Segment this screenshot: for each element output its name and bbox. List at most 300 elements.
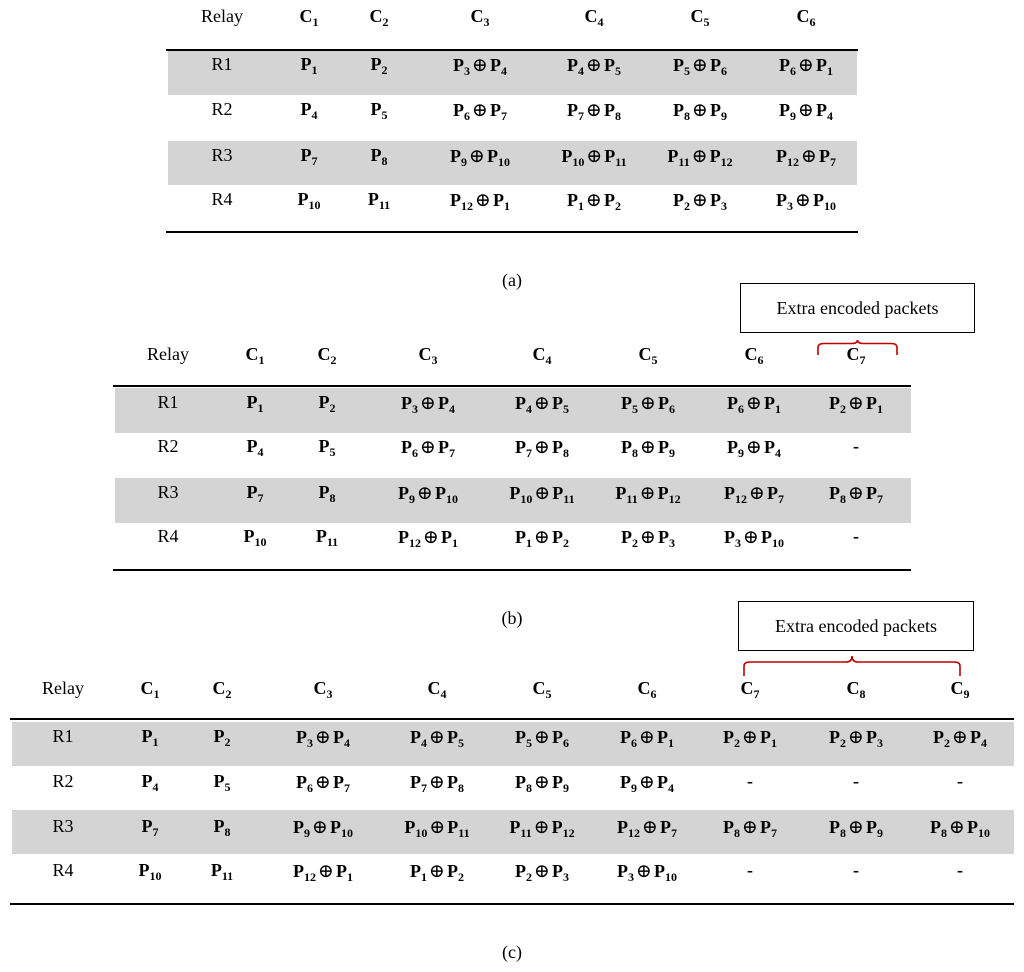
xor-symbol: ⊕ — [312, 817, 328, 838]
packet-index: 6 — [790, 64, 797, 78]
packet-index: 4 — [526, 402, 533, 416]
packet-letter: P — [552, 483, 564, 503]
packet-index: 10 — [520, 492, 533, 506]
packet-index: 4 — [826, 109, 833, 123]
packet-letter: P — [829, 393, 841, 413]
packet-index: 1 — [667, 736, 674, 750]
packet-index: 7 — [670, 826, 677, 840]
xor-symbol: ⊕ — [534, 527, 550, 548]
packet-index: 8 — [734, 826, 741, 840]
xor-symbol: ⊕ — [639, 727, 655, 748]
extra-packets-box: Extra encoded packets — [738, 601, 974, 651]
packet-index: 1 — [421, 870, 428, 884]
xor-symbol: ⊕ — [472, 55, 488, 76]
packet-letter: P — [450, 190, 462, 210]
xor-symbol: ⊕ — [746, 437, 762, 458]
packet-letter: P — [829, 483, 841, 503]
column-index: 6 — [809, 15, 816, 29]
packet-letter: P — [515, 527, 527, 547]
packet-index: 6 — [464, 109, 471, 123]
packet-letter: P — [486, 146, 498, 166]
packet-index: 9 — [562, 781, 569, 795]
packet-letter: P — [709, 190, 721, 210]
packet-index: 10 — [149, 869, 162, 883]
packet-index: 8 — [329, 491, 336, 505]
xor-symbol: ⊕ — [534, 861, 550, 882]
xor-symbol: ⊕ — [534, 393, 550, 414]
relay-header: Relay — [201, 6, 243, 26]
packet-letter: P — [489, 55, 501, 75]
packet-letter: P — [210, 860, 222, 880]
packet-index: 1 — [311, 63, 318, 77]
packet-letter: P — [759, 817, 771, 837]
packet-index: 12 — [720, 155, 733, 169]
packet-letter: P — [930, 817, 942, 837]
packet-index: 8 — [614, 109, 621, 123]
column-index: 3 — [483, 15, 490, 29]
packet-letter: P — [297, 189, 309, 209]
packet-letter: P — [332, 772, 344, 792]
xor-symbol: ⊕ — [848, 727, 864, 748]
packet-index: 12 — [735, 492, 748, 506]
packet-letter: P — [332, 727, 344, 747]
relay-header: Relay — [147, 344, 189, 364]
packet-letter: P — [410, 861, 422, 881]
packet-letter: P — [617, 861, 629, 881]
packet-index: 6 — [631, 736, 638, 750]
packet-index: 6 — [307, 781, 314, 795]
packet-index: 4 — [980, 736, 987, 750]
packet-letter: P — [829, 727, 841, 747]
packet-letter: P — [453, 100, 465, 120]
xor-symbol: ⊕ — [640, 437, 656, 458]
packet-letter: P — [657, 483, 669, 503]
packet-index: 5 — [224, 780, 231, 794]
xor-symbol: ⊕ — [472, 100, 488, 121]
xor-symbol: ⊕ — [429, 817, 446, 838]
packet-index: 4 — [311, 108, 318, 122]
column-letter: C — [299, 6, 313, 26]
packet-letter: P — [818, 146, 830, 166]
packet-letter: P — [727, 393, 739, 413]
xor-symbol: ⊕ — [640, 527, 656, 548]
relay-label: R4 — [52, 860, 74, 880]
empty-dash: - — [853, 771, 859, 791]
relay-label: R3 — [52, 816, 74, 836]
packet-index: 7 — [257, 491, 264, 505]
packet-letter: P — [567, 190, 579, 210]
xor-symbol: ⊕ — [469, 146, 485, 167]
packet-index: 7 — [876, 492, 883, 506]
packet-letter: P — [779, 100, 791, 120]
packet-letter: P — [656, 727, 668, 747]
packet-index: 10 — [572, 155, 585, 169]
packet-index: 5 — [632, 402, 639, 416]
packet-letter: P — [318, 482, 330, 502]
xor-symbol: ⊕ — [743, 527, 759, 548]
packet-letter: P — [567, 100, 579, 120]
packet-index: 3 — [628, 870, 635, 884]
packet-letter: P — [315, 526, 327, 546]
packet-index: 1 — [152, 735, 159, 749]
packet-index: 12 — [409, 536, 422, 550]
packet-letter: P — [296, 772, 308, 792]
packet-index: 11 — [458, 826, 470, 840]
packet-index: 2 — [734, 736, 741, 750]
packet-index: 3 — [735, 536, 742, 550]
packet-index: 7 — [152, 825, 159, 839]
packet-index: 9 — [304, 826, 311, 840]
column-index: 2 — [382, 15, 389, 29]
xor-symbol: ⊕ — [642, 817, 658, 838]
xor-symbol: ⊕ — [636, 861, 652, 882]
relay-label: R1 — [211, 54, 233, 74]
packet-letter: P — [246, 392, 258, 412]
packet-index: 8 — [381, 154, 388, 168]
packet-letter: P — [969, 727, 981, 747]
extra-packets-box: Extra encoded packets — [740, 283, 975, 333]
xor-symbol: ⊕ — [534, 772, 550, 793]
packet-index: 2 — [224, 735, 231, 749]
packet-letter: P — [621, 393, 633, 413]
column-index: 1 — [258, 353, 265, 367]
packet-index: 2 — [632, 536, 639, 550]
xor-symbol: ⊕ — [798, 55, 814, 76]
xor-symbol: ⊕ — [586, 146, 603, 167]
packet-letter: P — [763, 437, 775, 457]
packet-index: 2 — [944, 736, 951, 750]
packet-index: 10 — [977, 826, 990, 840]
relay-label: R3 — [157, 482, 179, 502]
packet-letter: P — [300, 145, 312, 165]
packet-index: 11 — [326, 535, 339, 549]
packet-letter: P — [551, 861, 563, 881]
packet-letter: P — [434, 483, 446, 503]
packet-index: 11 — [221, 869, 234, 883]
xor-symbol: ⊕ — [417, 483, 433, 504]
packet-index: 7 — [777, 492, 784, 506]
packet-index: 2 — [329, 401, 336, 415]
packet-letter: P — [243, 526, 255, 546]
column-letter: C — [427, 678, 441, 698]
packet-letter: P — [723, 727, 735, 747]
relay-header: Relay — [42, 678, 84, 698]
packet-letter: P — [370, 99, 382, 119]
packet-letter: P — [453, 55, 465, 75]
packet-letter: P — [779, 55, 791, 75]
packet-letter: P — [766, 483, 778, 503]
packet-index: 1 — [451, 536, 458, 550]
packet-index: 11 — [520, 826, 532, 840]
packet-index: 2 — [840, 402, 847, 416]
packet-letter: P — [659, 817, 671, 837]
packet-index: 10 — [664, 870, 677, 884]
column-letter: C — [846, 678, 860, 698]
packet-letter: P — [440, 527, 452, 547]
packet-index: 2 — [562, 536, 569, 550]
column-index: 7 — [753, 687, 760, 701]
packet-index: 4 — [421, 736, 428, 750]
brace-path — [744, 656, 960, 676]
packet-letter: P — [551, 772, 563, 792]
column-letter: C — [140, 678, 154, 698]
packet-index: 5 — [381, 108, 388, 122]
packet-index: 4 — [500, 64, 507, 78]
packet-index: 12 — [628, 826, 641, 840]
packet-letter: P — [318, 436, 330, 456]
packet-letter: P — [604, 146, 616, 166]
column-letter: C — [744, 344, 758, 364]
column-index: 1 — [312, 15, 319, 29]
packet-index: 5 — [562, 402, 569, 416]
packet-letter: P — [213, 771, 225, 791]
column-index: 3 — [431, 353, 438, 367]
xor-symbol: ⊕ — [949, 817, 965, 838]
column-letter: C — [470, 6, 484, 26]
empty-dash: - — [957, 860, 963, 880]
column-index: 5 — [651, 353, 658, 367]
packet-index: 1 — [876, 402, 883, 416]
packet-letter: P — [318, 392, 330, 412]
packet-letter: P — [865, 727, 877, 747]
packet-letter: P — [759, 727, 771, 747]
packet-letter: P — [141, 771, 153, 791]
packet-index: 1 — [526, 536, 533, 550]
packet-index: 4 — [667, 781, 674, 795]
packet-index: 8 — [840, 826, 847, 840]
empty-dash: - — [747, 771, 753, 791]
relay-label: R1 — [52, 726, 74, 746]
empty-dash: - — [853, 860, 859, 880]
packet-index: 3 — [787, 199, 794, 213]
packet-index: 11 — [615, 155, 627, 169]
packet-index: 8 — [684, 109, 691, 123]
packet-letter: P — [213, 726, 225, 746]
packet-letter: P — [293, 861, 305, 881]
packet-letter: P — [760, 527, 772, 547]
packet-index: 7 — [448, 446, 455, 460]
column-index: 4 — [597, 15, 604, 29]
packet-letter: P — [815, 100, 827, 120]
packet-index: 8 — [840, 492, 847, 506]
xor-symbol: ⊕ — [692, 100, 708, 121]
packet-index: 4 — [152, 780, 159, 794]
packet-letter: P — [141, 816, 153, 836]
packet-letter: P — [673, 100, 685, 120]
packet-index: 3 — [876, 736, 883, 750]
packet-letter: P — [450, 146, 462, 166]
packet-letter: P — [515, 437, 527, 457]
relay-label: R1 — [157, 392, 179, 412]
column-index: 4 — [440, 687, 447, 701]
packet-index: 8 — [632, 446, 639, 460]
packet-index: 7 — [526, 446, 533, 460]
packet-letter: P — [410, 727, 422, 747]
packet-letter: P — [812, 190, 824, 210]
packet-letter: P — [763, 393, 775, 413]
column-letter: C — [313, 678, 327, 698]
xor-symbol: ⊕ — [586, 100, 602, 121]
packet-letter: P — [551, 817, 563, 837]
packet-letter: P — [727, 437, 739, 457]
packet-index: 10 — [771, 536, 784, 550]
packet-index: 9 — [461, 155, 468, 169]
packet-letter: P — [656, 772, 668, 792]
packet-index: 4 — [257, 445, 264, 459]
packet-letter: P — [509, 817, 521, 837]
packet-letter: P — [829, 817, 841, 837]
column-index: 1 — [153, 687, 160, 701]
packet-letter: P — [724, 483, 736, 503]
empty-dash: - — [957, 771, 963, 791]
packet-index: 10 — [254, 535, 267, 549]
packet-letter: P — [410, 772, 422, 792]
xor-symbol: ⊕ — [742, 727, 758, 748]
packet-letter: P — [141, 726, 153, 746]
packet-index: 5 — [457, 736, 464, 750]
packet-letter: P — [138, 860, 150, 880]
xor-symbol: ⊕ — [423, 527, 439, 548]
packet-letter: P — [657, 393, 669, 413]
empty-dash: - — [853, 436, 859, 456]
packet-index: 9 — [409, 492, 416, 506]
packet-letter: P — [603, 190, 615, 210]
xor-symbol: ⊕ — [795, 190, 811, 211]
column-index: 7 — [859, 353, 866, 367]
packet-index: 2 — [526, 870, 533, 884]
column-letter: C — [846, 344, 860, 364]
packet-letter: P — [246, 482, 258, 502]
packet-index: 3 — [464, 64, 471, 78]
packet-index: 9 — [720, 109, 727, 123]
packet-index: 6 — [738, 402, 745, 416]
packet-index: 12 — [668, 492, 681, 506]
relay-label: R3 — [211, 145, 233, 165]
xor-symbol: ⊕ — [534, 727, 550, 748]
packet-index: 6 — [562, 736, 569, 750]
packet-index: 8 — [562, 446, 569, 460]
packet-letter: P — [437, 437, 449, 457]
packet-index: 12 — [562, 826, 575, 840]
packet-letter: P — [603, 55, 615, 75]
packet-letter: P — [657, 527, 669, 547]
packet-index: 1 — [774, 402, 781, 416]
packet-index: 1 — [770, 736, 777, 750]
packet-letter: P — [551, 437, 563, 457]
packet-index: 4 — [774, 446, 781, 460]
xor-symbol: ⊕ — [429, 727, 445, 748]
packet-index: 6 — [668, 402, 675, 416]
packet-letter: P — [667, 146, 679, 166]
packet-letter: P — [865, 817, 877, 837]
packet-letter: P — [401, 437, 413, 457]
packet-letter: P — [551, 727, 563, 747]
packet-letter: P — [621, 527, 633, 547]
column-letter: C — [950, 678, 964, 698]
xor-symbol: ⊕ — [692, 190, 708, 211]
packet-index: 3 — [307, 736, 314, 750]
xor-symbol: ⊕ — [475, 190, 491, 211]
empty-dash: - — [747, 860, 753, 880]
packet-letter: P — [293, 817, 305, 837]
xor-symbol: ⊕ — [534, 483, 551, 504]
packet-letter: P — [673, 55, 685, 75]
packet-letter: P — [966, 817, 978, 837]
column-letter: C — [796, 6, 810, 26]
xor-symbol: ⊕ — [692, 55, 708, 76]
packet-index: 2 — [840, 736, 847, 750]
packet-letter: P — [489, 100, 501, 120]
xor-symbol: ⊕ — [798, 100, 814, 121]
packet-index: 12 — [787, 155, 800, 169]
packet-letter: P — [561, 146, 573, 166]
column-index: 3 — [326, 687, 333, 701]
packet-letter: P — [300, 99, 312, 119]
packet-letter: P — [620, 772, 632, 792]
xor-symbol: ⊕ — [848, 817, 864, 838]
relay-label: R2 — [157, 436, 179, 456]
packet-index: 10 — [497, 155, 510, 169]
packet-index: 1 — [826, 64, 833, 78]
column-letter: C — [532, 678, 546, 698]
packet-letter: P — [367, 189, 379, 209]
column-letter: C — [369, 6, 383, 26]
packet-index: 6 — [412, 446, 419, 460]
packet-letter: P — [603, 100, 615, 120]
packet-index: 11 — [626, 492, 638, 506]
packet-letter: P — [446, 861, 458, 881]
figure-caption: (b) — [501, 608, 523, 628]
packet-letter: P — [776, 190, 788, 210]
column-index: 4 — [545, 353, 552, 367]
packet-letter: P — [404, 817, 416, 837]
column-letter: C — [690, 6, 704, 26]
packet-index: 7 — [578, 109, 585, 123]
packet-index: 3 — [412, 402, 419, 416]
packet-letter: P — [437, 393, 449, 413]
packet-letter: P — [551, 393, 563, 413]
packet-index: 4 — [578, 64, 585, 78]
packet-letter: P — [865, 483, 877, 503]
packet-letter: P — [300, 54, 312, 74]
packet-index: 10 — [445, 492, 458, 506]
xor-symbol: ⊕ — [742, 817, 758, 838]
xor-symbol: ⊕ — [749, 483, 765, 504]
packet-index: 2 — [684, 199, 691, 213]
xor-symbol: ⊕ — [318, 861, 334, 882]
packet-index: 2 — [457, 870, 464, 884]
relay-label: R4 — [211, 189, 233, 209]
packet-letter: P — [657, 437, 669, 457]
packet-letter: P — [709, 100, 721, 120]
packet-index: 5 — [526, 736, 533, 750]
packet-letter: P — [492, 190, 504, 210]
packet-letter: P — [653, 861, 665, 881]
column-index: 8 — [859, 687, 866, 701]
packet-letter: P — [446, 727, 458, 747]
packet-letter: P — [515, 393, 527, 413]
packet-letter: P — [509, 483, 521, 503]
xor-symbol: ⊕ — [952, 727, 968, 748]
packet-index: 10 — [340, 826, 353, 840]
packet-index: 1 — [257, 401, 264, 415]
xor-symbol: ⊕ — [420, 393, 436, 414]
packet-index: 3 — [668, 536, 675, 550]
packet-index: 8 — [457, 781, 464, 795]
xor-symbol: ⊕ — [746, 393, 762, 414]
packet-letter: P — [446, 772, 458, 792]
packet-index: 5 — [614, 64, 621, 78]
